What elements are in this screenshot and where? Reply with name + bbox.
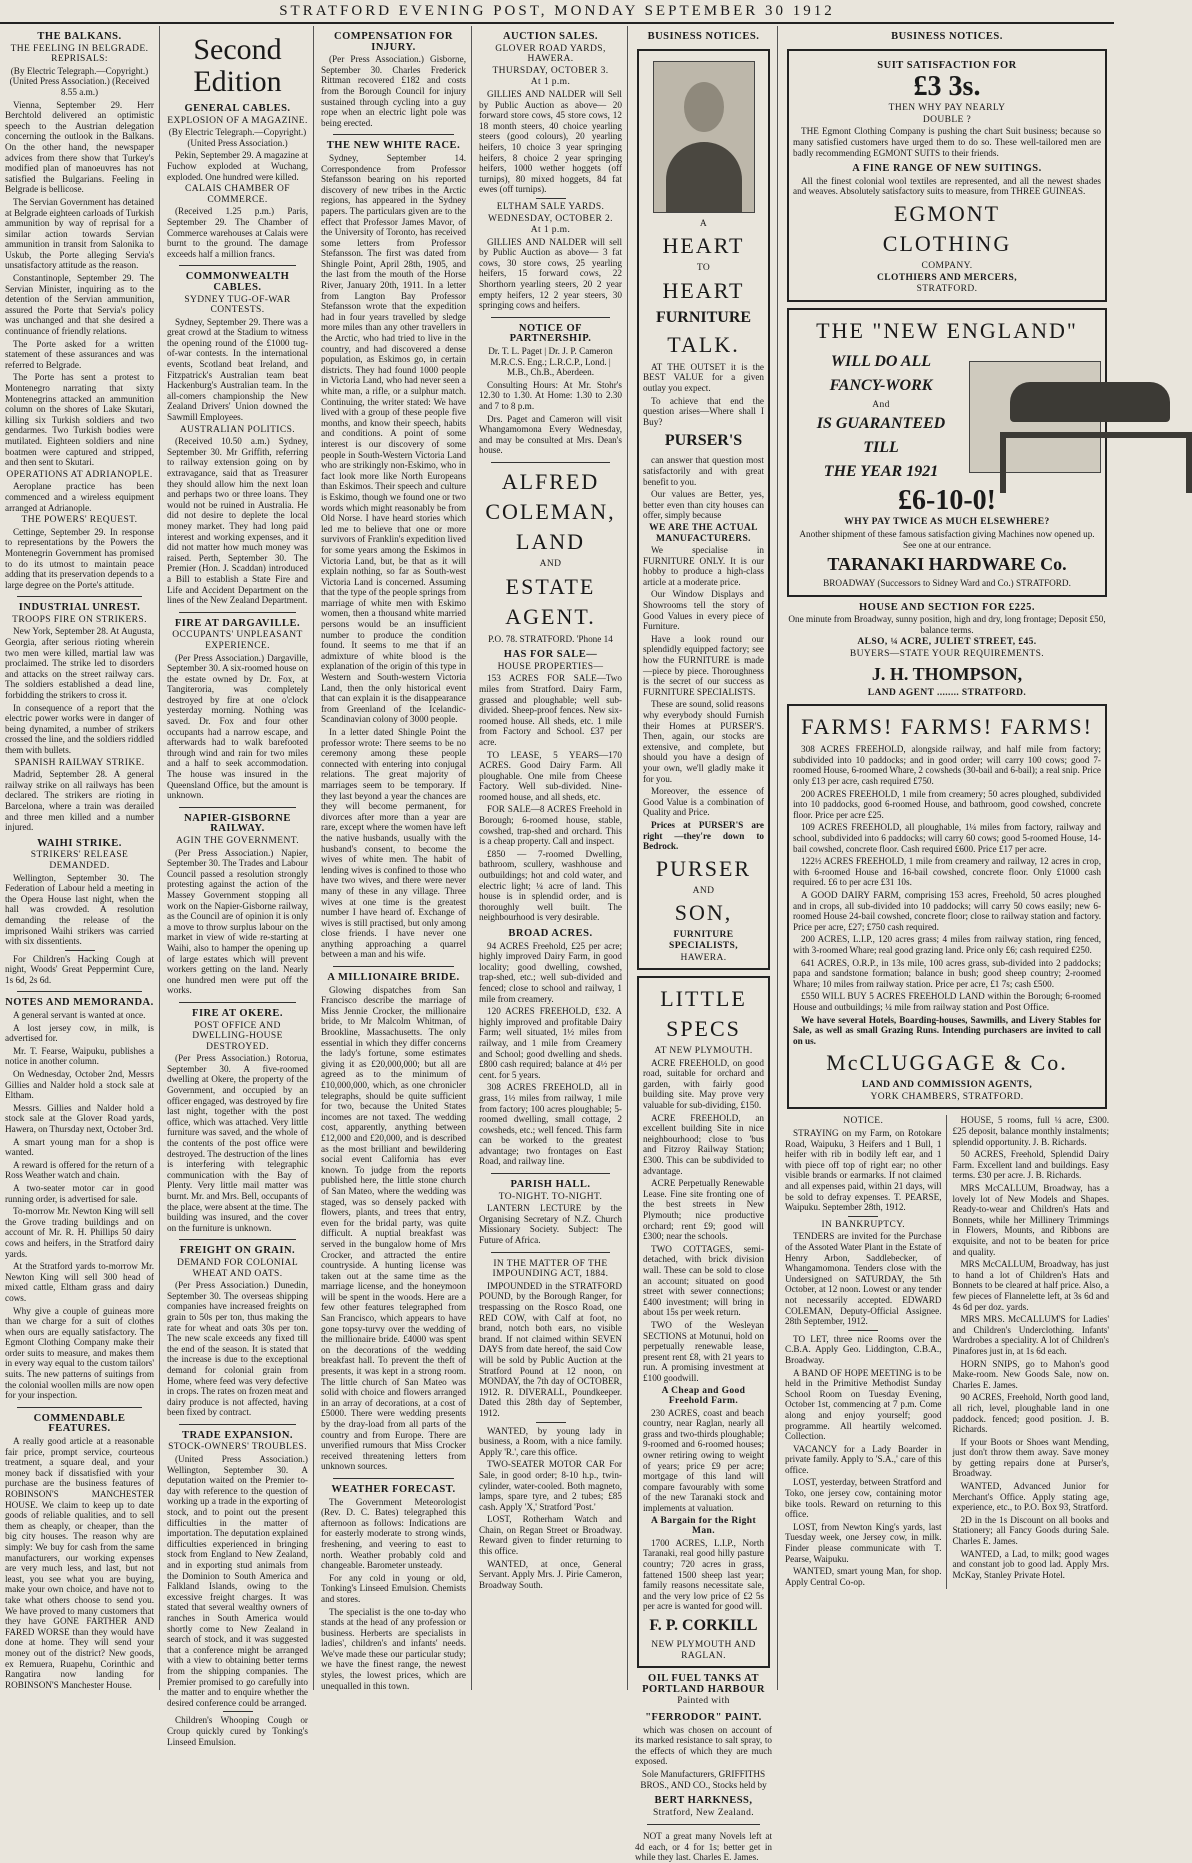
listing: FOR SALE—8 ACRES Freehold in Borough; 6-roomed house, stable, cowshed, trap-shed and orchard. This is a cheap property. Call and inspect. [479, 804, 622, 847]
classified: WANTED, Advanced Junior for Merchant's Office. Apply stating age, experience, etc., to P.O. Box 93, Stratford. [952, 1481, 1109, 1513]
listing: 200 ACRES FREEHOLD, 1 mile from creamery; 50 acres ploughed, subdivided into 10 paddocks, good 6-roomed House, and bathroom, good cowshed, concrete floor. Price per acre £25. [793, 788, 1101, 820]
ad-title: AND [692, 885, 715, 896]
ad-title: McCLUGGAGE & Co. [826, 1050, 1068, 1076]
ad-text: can answer that question most satisfactorily and with great benefit to you. [643, 455, 764, 487]
listing: £850 — 7-roomed Dwelling, bathroom, scullery, washhouse and outbuildings; hot and cold water, and electric light; ¼ acre of land. This house is in splendid order, and is thoroughly well built. The neighbourhood is very desirable. [479, 848, 622, 923]
article-text: A general servant is wanted at once. [13, 1010, 146, 1021]
ad-subhead: WHY PAY TWICE AS MUCH ELSEWHERE? [844, 517, 1050, 528]
ad-title: THE "NEW ENGLAND" [816, 317, 1078, 343]
divider [333, 966, 454, 967]
subhead: AGIN THE GOVERNMENT. [176, 836, 299, 846]
subhead: DEMAND FOR COLONIAL WHEAT AND OATS. [176, 1257, 299, 1279]
ad-subhead: FURNITURE SPECIALISTS, [669, 930, 738, 951]
new-england-ad [787, 308, 1107, 597]
ad-subhead: THEN WHY PAY NEARLY [888, 103, 1006, 114]
subhead: SPANISH RAILWAY STRIKE. [14, 757, 145, 768]
listing: 641 ACRES, O.R.P., in 13s mile, 100 acres grass, sub-divided into 2 paddocks; papa and sandstone formation; balance in bush; good sheep country; 2-roomed Whare; 10 miles from railway station. Price per acre, £1 7s; cash £500. [793, 957, 1101, 989]
divider [647, 1824, 760, 1825]
subhead: STRIKERS' RELEASE DEMANDED. [30, 850, 129, 871]
article-text: Drs. Paget and Cameron will visit Whangamomona Every Wednesday, and may be consulted at Mrs. Dean's house. [479, 413, 622, 456]
listing: 1700 ACRES, L.I.P., North Taranaki, real good hilly pasture country; 720 acres in grass, fattened 1500 sheep last year; family reasons necessitate sale, and the very low price of £2 5s per acre is wanted for good will. [643, 1537, 764, 1612]
divider [17, 1407, 142, 1408]
article-text: A smart young man for a shop is wanted. [5, 1136, 154, 1158]
corkill-ad [637, 976, 770, 1668]
ad-title: CLOTHING [882, 230, 1012, 256]
ad-line: WILL DO ALL [830, 352, 932, 370]
ad-subhead: CLOTHIERS AND MERCERS, [877, 272, 1017, 283]
subhead: CALAIS CHAMBER OF COMMERCE. [185, 184, 290, 205]
ad-title: SUIT SATISFACTION FOR [877, 59, 1017, 71]
subhead: NOTICE. [843, 1116, 884, 1127]
address: P.O. 78. STRATFORD. 'Phone 14 [488, 633, 613, 644]
column-4 [474, 26, 628, 1690]
headline: FIRE AT OKERE. [192, 1007, 283, 1019]
ad-text: These are sound, solid reasons why everybody should Furnish their Homes at PURSER'S. Then, again, our stocks are extensive, and complete, but should you have a design of your own, we'll gladly make it for you. [643, 699, 764, 784]
ad-subhead: BUYERS—STATE YOUR REQUIREMENTS. [849, 649, 1045, 660]
subhead: POST OFFICE AND DWELLING-HOUSE DESTROYED. [192, 1020, 283, 1052]
article-text: On Wednesday, October 2nd, Messrs Gillies and Nalder hold a stock sale at Eltham. [5, 1069, 154, 1101]
article-text: Pekin, September 29. A magazine at Fuchow exploded at Wuchang, exploded. One hundred were killed. [167, 150, 308, 182]
subhead: THE POWERS' REQUEST. [21, 515, 138, 526]
headline: FIRE AT DARGAVILLE. [174, 617, 301, 629]
divider [65, 950, 95, 951]
classified: 50 ACRES, Freehold, Splendid Dairy Farm. Excellent land and buildings. Easy terms. £30 per acre. J. B. Richards. [952, 1149, 1109, 1181]
headline: TRADE EXPANSION. [181, 1429, 294, 1441]
listing: TWO of the Wesleyan SECTIONS at Motunui, hold on perpetually renewable lease, present rent £8, with 21 years to run. A promising investment at £100 goodwill. [643, 1319, 764, 1383]
listing: 153 ACRES FOR SALE—Two miles from Stratford. Dairy Farm, grassed and ploughable; well sub-divided. Sheep-proof fences. New six-roomed house. All sheds, etc. 1 mile from Factory and School. £37 per acre. [479, 673, 622, 747]
edition-title: Second Edition [193, 33, 282, 98]
classified: STRAYING on my Farm, on Rotokare Road, Waipuku, 3 Heifers and 1 Bull, 1 heifer with rib in bodily left ear, and 1 with piece off top of right ear; no other visible brands or earmarks. If not claimed and all expenses paid, within 21 days, will be sold to defray expenses. T. PEARSE, Waipuku. September 28th, 1912. [785, 1128, 942, 1213]
article-text: Sydney, September 14. Correspondence from Professor Stefansson bearing on his reported discovery of new tribes in the Arctic regions, has appeared in the Sydney papers. The particulars given are to the effect that Professor James Mavor, of the University of Toronto, has received some letters from Professor Stefansson. The first was dated from Shingle Point, April 28th, 1905, and the last from the mouth of the Horse River, January 20th, 1911. In a letter from Langton Bay Professor Stefansson wrote that the expedition had in four years travelled by sledge more miles than any other travellers in the Arctic, who had tried to live in the country, and had discovered a dense population, as Eskimos go, in certain districts. They had found 1000 people in Victoria Land, who had never seen a white man, a rifle, or a sulphur match. Continuing, the writer stated: We have lived with a group of these people five months, and know their speech, habits and conditions. A point of some interest is our discovery of some people in South-Western Victoria Land who are strikingly non-Eskimo, who in fact look more like North Europeans than Eskimos. Their speech and culture is Eskimo, though we found one or two words which might reasonably be from Old Norse. I have heard stories which led me to believe that one or more survivors of Franklin's expedition lived for some years among the Eskimos in Victoria Land, but, be that as it will explain nothing, so far as South-west Victoria Land is concerned. Assuming that the type of the people springs from marriage of white men with Eskimo women, then a thousand white married persons would be an insufficient number to produce the condition found. It seems to me that if an admixture of white blood is the explanation of the origin of this type in Western and South-western Victoria Land, then the only historical event that can explain it is the disappearance from Greenland of the Icelandic-Scandinavian colony of 3000 people. [321, 152, 466, 725]
article-text: At the Stratford yards to-morrow Mr. Newton King will sell 300 head of mixed cattle, Eltham grass and dairy cows. [5, 1261, 154, 1303]
classified: LOST, from Newton King's yards, last Tuesday week, one Jersey cow, in milk. Finder please communicate with T. Pearse, Waipuku. [785, 1521, 942, 1564]
subhead: HOUSE PROPERTIES— [497, 661, 604, 672]
article-text: The Porte asked for a written statement of these assurances and was referred to Belgrade. [5, 338, 154, 370]
ad-title: SPECS [666, 1016, 741, 1042]
classified: 2D in the 1s Discount on all books and Stationery; all Fancy Goods during Sale. Charles E. James. [952, 1514, 1109, 1547]
article-text: (Received 1.25 p.m.) Paris, September 29. The Chamber of Commerce warehouses at Calais were burnt to the ground. The damage exceeds half a million francs. [167, 206, 308, 259]
article-text: Vienna, September 29. Herr Berchtold delivered an optimistic speech to the Austrian delegation concerning the outlook in the Balkans. On the other hand, the newspaper advices from there show that Turkey's modified plan of manoeuvres has not satisfied the Bulgarians. Feeling in Belgrade is bellicose. [5, 99, 154, 195]
classified: HOUSE, 5 rooms, full ¼ acre, £300. £25 deposit, balance monthly instalments; splendid opportunity. J. B. Richards. [952, 1115, 1109, 1147]
classified: If your Boots or Shoes want Mending, just don't throw them away. Save money by getting repairs done at Purser's, Broadway. [952, 1436, 1109, 1479]
listing: ACRE FREEHOLD, on good road, suitable for orchard and garden, with fairly good building site. May prove very valuable for sub-dividing, £150. [643, 1057, 764, 1111]
portrait-illustration [653, 61, 755, 213]
ad-subhead: LAND AGENT ........ STRATFORD. [867, 687, 1027, 698]
ad-title: HEART [662, 277, 745, 303]
classified: TWO-SEATER MOTOR CAR For Sale, in good order; 8-10 h.p., twin-cylinder, water-cooled. Both magneto, lamps, spare tyre, and 2 tubes; £85 cash. Apply 'X,' Stratford 'Post.' [479, 1459, 622, 1512]
ad-line: FANCY-WORK [829, 376, 933, 394]
classified: WANTED, smart young Man, for shop. Apply Central Co-op. [785, 1566, 942, 1587]
ad-text: Our values are Better, yes, better even than city houses can offer, simply because [643, 489, 764, 521]
article-text: LANTERN LECTURE by the Organising Secretary of N.Z. Church Missionary Society. Subject: The Future of Africa. [479, 1203, 622, 1246]
ad-title: SON, [674, 900, 733, 926]
listing: 308 ACRES FREEHOLD, all in grass, 1½ miles from railway, 1 mile from factory; 100 acres ploughable; 5-roomed dwelling, small cottage, 2 cowsheds, etc.; well fenced. This farm can be worked to the greatest advantage; two frontages on East Road, and railway line. [479, 1082, 622, 1167]
subhead: OCCUPANTS' UNPLEASANT EXPERIENCE. [172, 630, 303, 651]
ad-title: PURSER'S [664, 432, 743, 450]
divider [491, 317, 610, 318]
divider [179, 807, 296, 808]
divider [536, 1422, 566, 1423]
subhead: EXPLOSION OF A MAGAZINE. [167, 115, 308, 126]
ad-title: LITTLE [660, 986, 747, 1012]
divider [179, 612, 296, 613]
ad-title: "FERRODOR" PAINT. [645, 1711, 762, 1723]
article-text: For any cold in young or old, Tonking's Linseed Emulsion. Chemists and stores. [321, 1572, 466, 1604]
ad-subhead: STRATFORD. [916, 284, 978, 295]
classified: WANTED, by young lady in business, a Room, with a nice family. Apply 'R.', care this office. [479, 1425, 622, 1457]
headline: COMMONWEALTH CABLES. [185, 271, 290, 293]
headline: A MILLIONAIRE BRIDE. [327, 972, 460, 984]
credit: (By Electric Telegraph.—Copyright.) (United Press Association.) (Received 8.55 a.m.) [9, 65, 150, 97]
article-text: Constantinople, September 29. The Servian Minister, inquiring as to the detention of the Servian ammunition, assured the Porte that Servia's policy was unchanged and that she desired a continuance of friendly relations. [5, 273, 154, 337]
article-text: New York, September 28. At Augusta, Georgia, after serious rioting wherein two men were killed, martial law was proclaimed. The strike led to disorders and attacks on the street railway cars. The soldiers established a dead line, forbidding the strikers to cross it. [5, 626, 154, 701]
ad-text: All the finest colonial wool textiles are represented, and all the newest shades and weaves. Absolutely satisfactory suits to measure, from THREE GUINEAS. [793, 175, 1101, 197]
article-text: (Per Press Association.) Gisborne, September 30. Charles Frederick Rittman recovered £182 and costs from the Borough Council for injury sustained through cycling into a guy rope when an electric light pole was being erected. [321, 54, 466, 128]
article-text: The Porte has sent a protest to Montenegro narrating that sixty Montenegrins attacked an ammunition column on the shores of Lake Skutari, killing six Turkish soldiers and two gendarmes. Two Turkish bodies were mutilated. Eighteen soldiers and nine boatmen were captured and stripped, and then sent to Skutari. [5, 372, 154, 468]
classified: LOST, Rotherham Watch and Chain, on Regan Street or Broadway. Reward given to finder returning to this office. [479, 1514, 622, 1557]
ad-text: THE Egmont Clothing Company is pushing the chart Suit business; because so many satisfied customers have urged them to do so. These well-tailored men are badly recommending EGMONT SUITS to their friends. [793, 126, 1101, 158]
article-text: In consequence of a report that the electric power works were in danger of being dynamited, a number of strikers crossed the line, and the soldiers riddled them with bullets. [5, 702, 154, 755]
headline: NAPIER-GISBORNE RAILWAY. [184, 812, 291, 835]
article-text: Sydney, September 29. There was a great crowd at the Stadium to witness the opening round of the £1000 tug-of-war contests. In the international events, Scotland beat Ireland, and Fitzpatrick's Australian team beat Hackenburg's Australian team. In the all-comers championship the New Zealand Drivers' Union downed the Sawmill Employees. [167, 316, 308, 423]
listing: 94 ACRES Freehold, £25 per acre; highly improved Dairy Farm, in good locality; good dwelling, cowshed, trap-shed, etc.; well sub-divided and fenced; close to school and railway, 1 mile from creamery. [479, 940, 622, 1004]
listing: 109 ACRES FREEHOLD, all ploughable, 1¼ miles from factory, railway and school, subdivided into 6 paddocks; will carry 60 cows; good 5-roomed House, 14-bail cowshed, concrete floor. Cash required £600. Price £17 per acre. [793, 822, 1101, 854]
subhead: THURSDAY, OCTOBER 3. [492, 65, 609, 76]
ad-title: FURNITURE [655, 308, 752, 326]
ad-subhead: DOUBLE ? [922, 114, 972, 125]
subhead: THE FEELING IN BELGRADE. REPRISALS: [10, 43, 149, 65]
ad-subhead: AT NEW PLYMOUTH. [654, 1046, 753, 1057]
ad-subhead: Painted with [677, 1696, 730, 1707]
ad-text: We have several Hotels, Boarding-houses, Sawmills, and Livery Stables for Sale, as well as small Grazing Runs. Intending purchasers are invited to call on us. [793, 1014, 1101, 1046]
ad-title: TALK. [667, 331, 740, 357]
ad-subhead: Stratford, New Zealand. [653, 1807, 754, 1818]
column-3 [316, 26, 472, 1690]
ad-price: £3 3s. [913, 71, 981, 103]
divider [848, 1330, 878, 1331]
headline: AUCTION SALES. [502, 31, 599, 42]
article-text: (Per Press Association.) Dunedin, September 30. The overseas shipping companies have increased freights on grain to 50s per ton, thus making the rate for wheat and oats 30s per ton. The new scale exceeds any fixed till the end of the season. It is stated that the increase is due to the exceptional demand for colonial grain from Home, where feed was very defective in crops. The rates on frozen meat and dairy produce is not affected, having been fixed by contract. [167, 1280, 308, 1418]
partner-hours: Consulting Hours: At Mr. Stohr's 12.30 to 1.30. At Home: 1.30 to 2.30 and 7 to 8 p.m. [479, 379, 622, 411]
subhead: TROOPS FIRE ON STRIKERS. [12, 614, 147, 625]
ad-title: FARMS! FARMS! FARMS! [801, 714, 1093, 740]
classified: WANTED, at once, General Servant. Apply Mrs. J. Pirie Cameron, Broadway South. [479, 1558, 622, 1590]
classified: HORN SNIPS, go to Mahon's good Make-room. New Goods Sale, now on. Charles E. James. [952, 1358, 1109, 1390]
listing: GILLIES AND NALDER will sell by Public Auction as above— 3 fat cows, 30 store cows, 25 yearling heifers, 15 forward cows, 22 Shorthorn yearling steers, 20 2 year empty heifers, 12 2 year steers, 30 springing cows and heifers. [479, 236, 622, 311]
article-text: Why give a couple of guineas more than we charge for a suit of clothes when ours are equally satisfactory. The Egmont Clothing Company make their order suits to measure, and makes them in every way equal to the custom tailors' suits. The new patterns of suitings from the colonial woollen mills are now open for your inspection. [5, 1305, 154, 1401]
ad-title: TARANAKI HARDWARE Co. [827, 554, 1067, 575]
article-text: (Per Press Association.) Napier, September 30. The Trades and Labour Council passed a resolution strongly protesting against the action of the Massey Government stopping all work on the Napier-Gisborne railway, as the Council are of opinion it is only a move to throw surplus labour on the market in view of wide re-starting at Waihi, also to hamper the opening up of large estates which will prevent workers getting on the land. Nearly one hundred men were put off the works. [167, 847, 308, 996]
article-text: Madrid, September 28. A general railway strike on all railways has been declared. The strikers are rioting in Barcelona, where a train was derailed and three men killed and a number injured. [5, 769, 154, 833]
article-text: Messrs. Gillies and Nalder hold a stock sale at the Glover Road yards, Hawera, on Thursday next, October 3rd. [5, 1102, 154, 1134]
classified: TENDERS are invited for the Purchase of the Assoted Water Plant in the Estate of Henry Arbon, Saddlebecker, of Whangamomona. Tenders close with the Undersigned on SATURDAY, the 5th October, at 12 noon. Lowest or any tender not necessarily accepted. EDWARD COLEMAN, Deputy-Official Assignee. 28th September, 1912. [785, 1231, 942, 1327]
headline: BUSINESS NOTICES. [891, 31, 1003, 42]
divider [491, 462, 610, 463]
divider [333, 1478, 454, 1479]
headline: PARISH HALL. [510, 1179, 591, 1191]
article-text: The specialist is the one to-day who stands at the head of any profession or business. Herberts are specialists in ladies', children's and infants' needs. We've made these our particular study; we have the finest range, the newest styles, the lowest prices, which are unequalled in this town. [321, 1606, 466, 1691]
subhead: At 1 p.m. [530, 77, 571, 88]
farms-ad [787, 704, 1107, 1109]
subhead: HAS FOR SALE— [503, 649, 598, 661]
ad-title: OIL FUEL TANKS AT PORTLAND HARBOUR [642, 1673, 765, 1695]
classified: NOT a great many Novels left at 4d each, or 4 for 1s; better get in while they last. Charles E. James. [635, 1831, 772, 1863]
ad-subhead: A FINE RANGE OF NEW SUITINGS. [852, 163, 1042, 175]
listing: 122½ ACRES FREEHOLD, 1 mile from creamery and railway, 12 acres in crop, with 6-roomed House and 16-bail cowshed, concrete floor. Only £1000 cash required. £6 to per acre £31 10s. [793, 856, 1101, 888]
divider [17, 596, 142, 597]
article-text: A lost jersey cow, in milk, is advertised for. [5, 1022, 154, 1044]
column-1 [0, 26, 160, 1690]
purser-ad [637, 49, 770, 971]
divider [179, 1239, 296, 1240]
masthead: STRATFORD EVENING POST, MONDAY SEPTEMBER 30 1912 [0, 0, 1114, 24]
ad-text: Our Window Displays and Showrooms tell the story of Good Values in every piece of Furniture. [643, 589, 764, 632]
subhead: GLOVER ROAD YARDS, HAWERA. [495, 43, 606, 65]
ad-title: HEART [662, 233, 745, 259]
headline: GENERAL CABLES. [184, 103, 291, 114]
classified: LOST, yesterday, between Stratford and Toko, one jersey cow, containing motor bike tools. Reward on returning to this office. [785, 1477, 942, 1520]
subhead: WEDNESDAY, OCTOBER 2. [488, 213, 613, 224]
ad-title: F. P. CORKILL [649, 1616, 758, 1634]
article-text: IMPOUNDED in the STRATFORD POUND, by the Borough Ranger, for trespassing on the Rosco Road, one RED COW, with Calf at foot, no brand, notch both ears, no visible brand. If not claimed within SEVEN DAYS from date hereof, the said Cow will be sold by Public Auction at the Stratford Pound at 12 noon, on MONDAY, the 7th day of OCTOBER, 1912. R. DIVERALL, Poundkeeper. Dated this 28th day of September, 1912. [479, 1280, 622, 1418]
subhead: At 1 p.m. [530, 225, 571, 236]
ad-title: ALFRED [501, 468, 600, 494]
subhead: TO-NIGHT. TO-NIGHT. [498, 1191, 603, 1202]
listing: 200 ACRES, L.I.P., 120 acres grass; 4 miles from railway station, ring fenced, with 3-roomed Whare; real good grazing land. Price only £6; cash required £250. [793, 934, 1101, 955]
listing: GILLIES AND NALDER will Sell by Public Auction as above— 20 forward store cows, 45 store cows, 12 18 month steers, 40 choice yearling steers (good colours), 20 yearling heifers, 10 choice 3 year springing heifers, 8 choice 2 year springing heifers, 1000 wether hoggets (off turnips), 80 mixed hoggets, 84 fat ewes (off turnips). [479, 88, 622, 195]
column-2 [162, 26, 314, 1747]
article-text: (United Press Association.) Wellington, September 30. A deputation waited on the Premier to-day with reference to the question of working up a trade in the exporting of stock, and to point out the present difficulties in the matter of importation. The deputation explained difficulties experienced in bringing stock from England to New Zealand, and in exporting stud animals from the Dominion to South America and Falkland Islands, owing to the excessive freight charges. It was stated that several wealthy owners of ranches in South America would shortly come to New Zealand in search of stock, and it was suggested that a conference might be arranged with a view to obtaining better terms from the shipping companies. The Premier promised to go carefully into the matter and to enquire whether the desired conference could be arranged. [167, 1454, 308, 1708]
headline: NOTES AND MEMORANDA. [5, 997, 154, 1009]
ad-line: THE YEAR 1921 [823, 463, 939, 481]
article-text: To-morrow Mr. Newton King will sell the Grove trading buildings and on account of Mr. R. H. Phillips 50 dairy cows and heifers, in the Stratford dairy yards. [5, 1206, 154, 1259]
headline: COMPENSATION FOR INJURY. [334, 31, 453, 53]
article-text: A reward is offered for the return of a Ross Weather watch and chain. [5, 1159, 154, 1181]
ad-title: ESTATE [505, 573, 596, 599]
ad-text: Prices at PURSER'S are right —they're down to Bedrock. [643, 819, 764, 852]
ad-text: We specialise in FURNITURE ONLY. It is our hobby to produce a high-class article at a moderate price. [643, 545, 764, 587]
ad-title: EGMONT [893, 200, 1001, 226]
listing: 308 ACRES FREEHOLD, alongside railway, and half mile from factory; subdivided into 10 paddocks; and in good order; will carry 100 cows; good 7-roomed House, 6-roomed Whare, 2 cowsheds (30-bail and 6-bail); a real snip. Price only £13 per acre, cash required £750. [793, 744, 1101, 787]
article-text: (Per Press Association.) Rotorua, September 30. A five-roomed dwelling at Okere, the property of the Government, and occupied by an officer engaged, was destroyed by fire last night, together with the post office, which was attached. Very little furniture was saved, and the whole of the contents of the post office were destroyed. The destruction of the lines is interfering with telegraphic communication with the Bay of Plenty. Very little mail matter was burnt. Mr. and Mrs. Bell, occupants of the place, were absent at the time. The building was insured, and the cover on the furniture is unknown. [167, 1053, 308, 1233]
classified: 90 ACRES, Freehold, North good land, all rich, level, ploughable land in one paddock. fenced; good position. J. B. Richards. [952, 1392, 1109, 1435]
article-text: Glowing dispatches from San Francisco describe the marriage of Miss Jennie Crocker, the millionaire bride, to Mr Malcolm Whitman, of Brookline, Massachusetts. The only essential in which they differ concerns the lady's fortune, some estimates giving it as £20,000,000; but all are agreed as to the minimum of £10,000,000, which, as one chronicler telegraphs, should be quite sufficient for two, because the United States incomes are not taxed. The wedding cost, apparently, anything between £12,000 and £20,000, and is described as the most brilliant and bewildering social event California has ever known. To judge from the reports published here, the little stone church of San Mateo, where the wedding was staged, was so densely packed with flowers, plants, and trees that entry, even for the bridal party, was quite difficult. A nuptial breakfast was served in the bungalow home of Mrs Crocker, and attracted the entire countryside. A hunting license was taken out at the same time as the marriage license, and the honeymoon will be spent in the woods. Here are a few other features telegraphed from San Francisco, which appears to have gone topsy-turvy over the wedding of the millionaire bride. £4000 was spent on the decorations of the wedding breakfast hall. To prevent the theft of presents, it was kept in a strong room. The little church of San Mateo was solid with choice and flowers arranged in an array of decorations, at a cost of £5000. There were wedding presents by the dray-load from all parts of the country and from Europe. There are unverified rumours that Miss Crocker received threatening letters from unknown sources. [321, 984, 466, 1472]
subhead: BROAD ACRES. [508, 928, 593, 939]
classified: MRS McCALLUM, Broadway, has a lovely lot of New Models and Shapes. Ready-to-wear and Children's Hats and Bonnets, while her Millinery Trimmings in Flowers, Mounts, and Ribbons are exquisite, and not to be beaten for price and quality. [952, 1183, 1109, 1257]
ad-text: AT THE OUTSET it is the BEST VALUE for a given outlay you expect. [643, 361, 764, 393]
ad-text: Moreover, the essence of Good Value is a combination of Quality and Price. [643, 786, 764, 818]
listing: 120 ACRES FREEHOLD, £32. A highly improved and profitable Dairy Farm; well situated, 1½ miles from railway, and 1 mile from Creamery and School; good dwelling and sheds. £800 cash required; balance at 4½ per cent. for 5 years. [479, 1006, 622, 1080]
article-text: Aeroplane practice has been commenced and a wireless equipment arranged at Adrianople. [5, 481, 154, 513]
divider [223, 1711, 253, 1712]
listing: £550 WILL BUY 5 ACRES FREEHOLD LAND within the Borough; 6-roomed House and outbuildings; ¼ mile from railway station and Post Office. [793, 991, 1101, 1012]
headline: FREIGHT ON GRAIN. [179, 1245, 296, 1257]
headline: BUSINESS NOTICES. [647, 31, 760, 42]
classified: MRS MRS. McCALLUM'S for Ladies' and Children's Underclothing. Infants' Wardrobes a speciality. A lot of Children's Pinafores just in, at 1s 6d each. [952, 1314, 1109, 1356]
ad-subhead: A Cheap and Good Freehold Farm. [661, 1385, 746, 1407]
headline: WEATHER FORECAST. [331, 1483, 456, 1495]
article-text: Cettinge, September 29. In response to representations by the Powers the Montenegrin Government has promised to do its utmost to maintain peace adding that its preservation depends to a large degree on the Porte's attitude. [5, 526, 154, 590]
ad-subhead: LAND AND COMMISSION AGENTS, [861, 1080, 1033, 1091]
ad-subhead: YORK CHAMBERS, STRATFORD. [870, 1091, 1024, 1102]
headline: INDUSTRIAL UNREST. [18, 602, 141, 614]
divider [333, 134, 454, 135]
classified: WANTED, a Lad, to milk; good wages and constant job to good lad. Apply Mrs. McKay, Stanley Private Hotel. [952, 1548, 1109, 1580]
divider [491, 1173, 610, 1174]
ad-title: TO [696, 263, 711, 274]
ad-subhead: A Bargain for the Right Man. [650, 1515, 757, 1537]
headline: WAIHI STRIKE. [37, 837, 122, 849]
partner-names: Dr. T. L. Paget | Dr. J. P. Cameron M.R.C.S. Eng.; L.R.C.P., Lond. | M.B., Ch.B., Aberdeen. [488, 346, 613, 378]
ad-price: £6-10-0! [898, 485, 996, 517]
article-text: Mr. T. Fearse, Waipuku, publishes a notice in another column. [5, 1045, 154, 1067]
ad-line: IS GUARANTEED [816, 415, 946, 433]
ad-title: COLEMAN, [485, 498, 616, 524]
column-6 [780, 26, 1114, 1690]
subhead: OPERATIONS AT ADRIANOPLE. [6, 469, 153, 480]
ad-subhead: WE ARE THE ACTUAL MANUFACTURERS. [649, 522, 758, 544]
ad-subhead: HAWERA. [680, 952, 727, 963]
article-text: The Servian Government has detained at Belgrade eighteen carloads of Turkish ammunition by way of reprisal for a similar action towards Servian ammunition in transit from Salonika to Uskub, the Porte alleging Servia's unsatisfactory attitude as the reason. [5, 196, 154, 271]
ad-title: PURSER [655, 855, 752, 881]
listing: TO LEASE, 5 YEARS—170 ACRES. Good Dairy Farm. All ploughable. One mile from Cheese Factory. Well sub-divided. Nine-roomed house, and all sheds, etc. [479, 749, 622, 802]
credit: (By Electric Telegraph.—Copyright.) (United Press Association.) [168, 127, 307, 148]
ad-subhead: COMPANY. [921, 260, 973, 271]
divider [179, 1424, 296, 1425]
headline: HOUSE AND SECTION FOR £225. [859, 601, 1035, 613]
ad-title: LAND [515, 528, 586, 554]
subhead: STOCK-OWNERS' TROUBLES. [168, 1442, 307, 1453]
ad-line: TILL [863, 439, 899, 457]
classified: VACANCY for a Lady Boarder in private family. Apply to 'S.A.,' care of this office. [785, 1443, 942, 1475]
subhead: ELTHAM SALE YARDS. [496, 201, 605, 212]
headline: THE BALKANS. [37, 31, 122, 42]
headline: NOTICE OF PARTNERSHIP. [509, 322, 592, 345]
listing: ACRE Perpetually Renewable Lease. Fine site fronting one of the best streets in New Plymouth; nice productive orchard; rent £9; good will £300; near the schools. [643, 1178, 764, 1242]
article-text: The Government Meteorologist (Rev. D. C. Bates) telegraphed this afternoon as follows: Indications are for easterly moderate to strong winds, freshening, and veering to east to north. Weather probably cold and changeable. Barometer unsteady. [321, 1496, 466, 1571]
article-text: In a letter dated Shingle Point the professor wrote: There seems to be no ceremony among these people connected with entering into conjugal relations. The great majority of marriages seem to be temporary. If they last beyond a year the chances are they will become permanent, for divorces after more than a year are rare, except where the women have left the native husbands, usually with the husband's consent, to become the wives of white men. The habit of lending wives is confined to those who have two wives, and there were never many of these in any village. Three wives at one time is the greatest number I have heard of. Exchange of wives is still practised, but only among close friends. I have never one anything approaching a quarrel between a man and his wife. [321, 727, 466, 960]
subhead: IN THE MATTER OF THE IMPOUNDING ACT, 1884. [492, 1258, 609, 1280]
ad-title: AGENT. [505, 603, 596, 629]
divider [491, 1252, 610, 1253]
headline: COMMENDABLE FEATURES. [33, 1412, 126, 1435]
ad-title: BERT HARKNESS, [654, 1795, 753, 1807]
classified: A BAND OF HOPE MEETING is to be held in the Primitive Methodist Sunday School Room on Tuesday Evening, October 1st, commencing at 7 p.m. Come along and enjoy yourself; good programme. All heartily welcomed. Collection. [785, 1367, 942, 1442]
ad-text: BROADWAY (Successors to Sidney Ward and Co.) STRATFORD. [823, 578, 1071, 589]
listing: ACRE FREEHOLD, an excellent building Site in nice neighbourhood; close to 'bus and Fitzroy Railway Station; £300. This can be subdivided to advantage. [643, 1112, 764, 1176]
subhead: AUSTRALIAN POLITICS. [179, 424, 296, 435]
ad-text: Sole Manufacturers, GRIFFITHS BROS., AND CO., Stocks held by [640, 1768, 767, 1790]
article-text: A really good article at a reasonable fair price, prompt service, courteous treatment, a square deal, and your money back if dissatisfied with your purchase are the business features of ROBINSON'S MANCHESTER HOUSE. We claim to keep up to date goods of reliable qualities, and to sell them as cheaply, or cheaper, than the big city houses. The reason why are simply: We buy for cash from the same manufacturers, our working expenses are very much less, and last, but not least, you see what you are buying, make your own choice, and have not to take what others choose to send you. We have proved to many customers that they have GONE FARTHER AND FARED WORSE than they would have done at home. They will send your money out of the district? New goods, ex Remuera, Ruapehu, Corinthic and Rangatira now landing for ROBINSON'S Manchester House. [5, 1436, 154, 1690]
ad-subhead: ALSO, ¼ ACRE, JULIET STREET, £45. [857, 637, 1037, 648]
divider [179, 265, 296, 266]
egmont-ad [787, 49, 1107, 302]
listing: A GOOD DAIRY FARM, comprising 153 acres, Freehold, 50 acres ploughed and in crops, all sub-divided into 10 paddocks; will carry 50 cows easily; new 6-roomed House 24-bail cowshed, concrete floor; close to railway station and factory. Price per acre, £27; £750 cash required. [793, 889, 1101, 932]
column-5 [630, 26, 778, 1863]
sewing-machine-illustration [969, 361, 1101, 473]
headline: THE NEW WHITE RACE. [326, 140, 461, 152]
article-text: A two-seater motor car in good running order, is advertised for sale. [5, 1182, 154, 1204]
ad-text: Another shipment of these famous satisfaction giving Machines now opened up. See one at our entrance. [799, 528, 1095, 550]
listing: TWO COTTAGES, semi-detached, with brick division wall. These can be sold to close an account; situated on good street with sewer connections; £400 investment; will bring in about 15s per week return. [643, 1243, 764, 1318]
subhead: SYDNEY TUG-OF-WAR CONTESTS. [184, 294, 291, 316]
article-text: Children's Whooping Cough or Croup quickly cured by Tonking's Linseed Emulsion. [167, 1715, 308, 1747]
ad-text: To achieve that end the question arises—Where shall I Buy? [643, 395, 764, 427]
divider [179, 1002, 296, 1003]
divider [848, 1216, 878, 1217]
ad-subhead: NEW PLYMOUTH AND RAGLAN. [651, 1639, 756, 1661]
subhead: IN BANKRUPTCY. [821, 1219, 906, 1230]
ad-line: And [872, 399, 890, 410]
article-text: (Received 10.50 a.m.) Sydney, September 30. Mr Griffith, referring to railway extension going on by extravagance, said that as Treasurer they should allow him the next loan and perhaps two or three loans. They would not be ruined in Australia. He did not desire to deplete the local money market. They had long paid interest and working expenses, and it did not matter how much money was raised. Perth, September 30. The Premier (Hon. J. Scaddan) introduced a Bill to establish a State Fire and Life and Accident Department on the lines of the New Zealand Department. [167, 436, 308, 606]
article-text: Wellington, September 30. The Federation of Labour held a meeting in the Opera House last night, when the hall was crowded. A resolution demanding the release of the imprisoned Waihi strikers was carried with six dissentients. [5, 872, 154, 947]
article-text: (Per Press Association.) Dargaville, September 30. A six-roomed house on the estate owned by Dr. Fox, at Tangiteroria, was completely destroyed by fire at one o'clock yesterday morning. Nothing was saved. Dr. Fox and four other occupants had a narrow escape, and afterwards had to walk barefooted through wind and rain for two miles and a half to seek accommodation. The house was insured in the Queensland Office, but the amount is unknown. [167, 652, 308, 801]
ad-text: which was chosen on account of its marked resistance to salt spray, to the effects of which they are much exposed. [635, 1724, 772, 1767]
ad-text: Have a look round our splendidly equipped factory; see how the FURNITURE is made —piece by piece. Thoroughness is the secret of our success as FURNITURE SPECIALISTS. [643, 633, 764, 697]
ad-title: AND [539, 558, 562, 569]
ad-text: One minute from Broadway, sunny position, high and dry, long frontage; Deposit £50, balance terms. [788, 614, 1106, 635]
divider [17, 991, 142, 992]
article-text: For Children's Hacking Cough at night, Woods' Great Peppermint Cure, 1s 6d, 2s 6d. [5, 953, 154, 985]
ad-title: A [699, 218, 708, 229]
ad-title: J. H. THOMPSON, [871, 663, 1023, 684]
divider [536, 198, 566, 199]
listing: 230 ACRES, coast and beach country, near Raglan, nearly all grass and two-thirds ploughable; 9-roomed and 6-roomed houses; owner retiring owing to weight of years; price £9 per acre; mortgage of this land will compare favourably with some of the new Taranaki stock and implements at valuation. [643, 1407, 764, 1514]
classified: TO LET, three nice Rooms over the C.B.A. Apply Geo. Liddington, C.B.A., Broadway. [785, 1333, 942, 1365]
classified: MRS McCALLUM, Broadway, has just to hand a lot of Children's Hats and Bonnets to be cleared at half price. Also, a few pieces of Flannelette left, at 3s 6d and 4s 6d per doz. yards. [952, 1259, 1109, 1312]
